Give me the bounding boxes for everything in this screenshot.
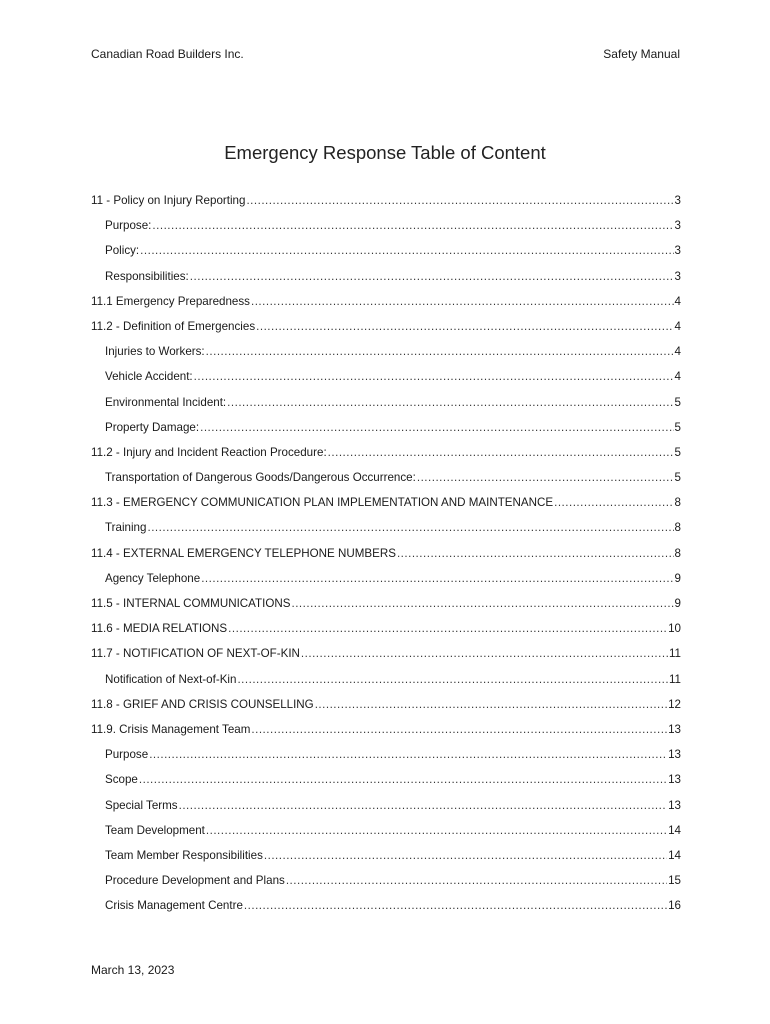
toc-dot-leader [206,343,674,361]
toc-dot-leader [264,847,667,865]
toc-entry-label: Purpose [105,748,149,762]
toc-entry[interactable] [91,822,681,847]
toc-entry[interactable] [91,545,681,570]
toc-entry-page: 13 [668,722,681,736]
toc-entry-label: 11.2 - Definition of Emergencies [91,319,256,333]
toc-entry-page: 5 [674,395,681,409]
toc-entry[interactable] [91,192,681,217]
page-footer [91,962,174,978]
toc-entry-label: 11.6 - MEDIA RELATIONS [91,622,228,636]
toc-entry[interactable] [91,519,681,544]
toc-dot-leader [286,872,667,890]
toc-dot-leader [251,721,667,739]
toc-entry-label: Agency Telephone [105,571,201,585]
toc-entry-page: 5 [674,420,681,434]
toc-entry[interactable] [91,494,681,519]
toc-entry-page: 11 [668,647,681,661]
toc-dot-leader [244,897,667,915]
toc-entry-label: Team Member Responsibilities [105,848,263,862]
toc-dot-leader [200,419,673,437]
toc-entry-label: Environmental Incident: [105,395,227,409]
table-of-contents [91,192,681,922]
page-header [91,46,680,62]
toc-entry[interactable] [91,570,681,595]
document-title: Emergency Response Table of Content [224,142,546,163]
toc-entry[interactable] [91,771,681,796]
toc-entry-label: Injuries to Workers: [105,345,205,359]
toc-entry-label: Policy: [105,244,140,258]
toc-entry[interactable] [91,746,681,771]
toc-entry[interactable] [91,368,681,393]
toc-entry-label: Notification of Next-of-Kin [105,672,237,686]
toc-entry-page: 13 [668,773,681,787]
toc-entry-label: Transportation of Dangerous Goods/Dangerous Occurrence: [105,471,416,485]
toc-entry[interactable] [91,242,681,267]
toc-dot-leader [328,444,674,462]
toc-entry-page: 8 [674,546,681,560]
toc-dot-leader [315,696,667,714]
toc-entry[interactable] [91,217,681,242]
toc-entry-label: 11.9. Crisis Management Team [91,722,251,736]
toc-entry-label: Crisis Management Centre [105,899,243,913]
toc-dot-leader [140,242,673,260]
toc-entry-page: 4 [674,345,681,359]
footer-date: March 13, 2023 [91,963,175,977]
toc-entry-label: 11.2 - Injury and Incident Reaction Procedure: [91,445,327,459]
toc-entry[interactable] [91,696,681,721]
toc-entry-page: 14 [668,823,681,837]
toc-entry-page: 12 [668,697,681,711]
toc-entry-label: 11.7 - NOTIFICATION OF NEXT-OF-KIN [91,647,300,661]
toc-entry-label: 11.1 Emergency Preparedness [91,294,250,308]
toc-dot-leader [251,293,674,311]
toc-entry-label: 11.5 - INTERNAL COMMUNICATIONS [91,597,291,610]
toc-dot-leader [237,671,668,689]
toc-entry[interactable] [91,318,681,343]
toc-entry-page: 8 [674,496,681,510]
toc-entry-label: Scope [105,773,138,787]
toc-entry-label: 11.3 - EMERGENCY COMMUNICATION PLAN IMPLEMENTATION AND MAINTENANCE [91,496,554,510]
toc-entry-page: 10 [668,622,681,636]
toc-entry-page: 3 [674,269,681,283]
toc-dot-leader [301,645,668,663]
toc-entry-page: 3 [674,194,681,207]
toc-entry-page: 3 [674,244,681,258]
toc-entry-label: 11.4 - EXTERNAL EMERGENCY TELEPHONE NUMBERS [91,546,396,560]
toc-entry-label: Purpose: [105,219,152,233]
company-name: Canadian Road Builders Inc. [91,47,244,61]
toc-dot-leader [397,545,674,563]
toc-dot-leader [291,595,673,613]
toc-entry-page: 11 [668,672,681,686]
toc-dot-leader [201,570,673,588]
toc-entry-label: Property Damage: [105,420,200,434]
toc-entry-page: 16 [668,899,681,913]
toc-entry-page: 5 [674,445,681,459]
toc-entry-page: 4 [674,319,681,333]
toc-entry-page: 9 [674,597,681,610]
toc-entry-label: Training [105,521,147,535]
toc-entry[interactable] [91,419,681,444]
toc-dot-leader [554,494,673,512]
toc-entry[interactable] [91,268,681,293]
toc-entry-label: Team Development [105,823,205,837]
toc-entry-page: 8 [674,521,681,535]
toc-dot-leader [190,268,674,286]
toc-entry[interactable] [91,469,681,494]
toc-entry-page: 13 [668,798,681,812]
toc-entry[interactable] [91,721,681,746]
toc-entry[interactable] [91,671,681,696]
toc-entry[interactable] [91,645,681,670]
toc-dot-leader [149,746,667,764]
toc-entry[interactable] [91,444,681,469]
toc-entry-page: 13 [668,748,681,762]
toc-entry-label: 11 - Policy on Injury Reporting [91,194,246,207]
toc-entry-page: 4 [674,370,681,384]
toc-entry-label: Responsibilities: [105,269,189,283]
toc-entry-page: 14 [668,848,681,862]
toc-dot-leader [227,394,673,412]
toc-dot-leader [256,318,673,336]
toc-entry[interactable] [91,797,681,822]
toc-entry[interactable] [91,394,681,419]
manual-name: Safety Manual [603,47,680,61]
toc-dot-leader [179,797,667,815]
toc-dot-leader [194,368,674,386]
toc-entry[interactable] [91,620,681,645]
toc-entry-page: 5 [674,471,681,485]
toc-dot-leader [139,771,667,789]
toc-dot-leader [206,822,667,840]
toc-entry[interactable] [91,293,681,318]
toc-dot-leader [246,192,673,210]
toc-entry[interactable] [91,595,681,620]
toc-dot-leader [228,620,667,638]
toc-dot-leader [152,217,673,235]
toc-entry-page: 4 [674,294,681,308]
toc-dot-leader [417,469,674,487]
toc-dot-leader [147,519,673,537]
toc-entry[interactable] [91,872,681,897]
toc-entry-label: 11.8 - GRIEF AND CRISIS COUNSELLING [91,697,314,711]
toc-entry[interactable] [91,897,681,922]
toc-entry-page: 15 [668,874,681,888]
toc-entry-page: 3 [674,219,681,233]
toc-entry-label: Vehicle Accident: [105,370,193,384]
toc-entry[interactable] [91,343,681,368]
toc-entry[interactable] [91,847,681,872]
toc-entry-label: Special Terms [105,798,178,812]
toc-entry-page: 9 [674,571,681,585]
toc-entry-label: Procedure Development and Plans [105,874,285,888]
